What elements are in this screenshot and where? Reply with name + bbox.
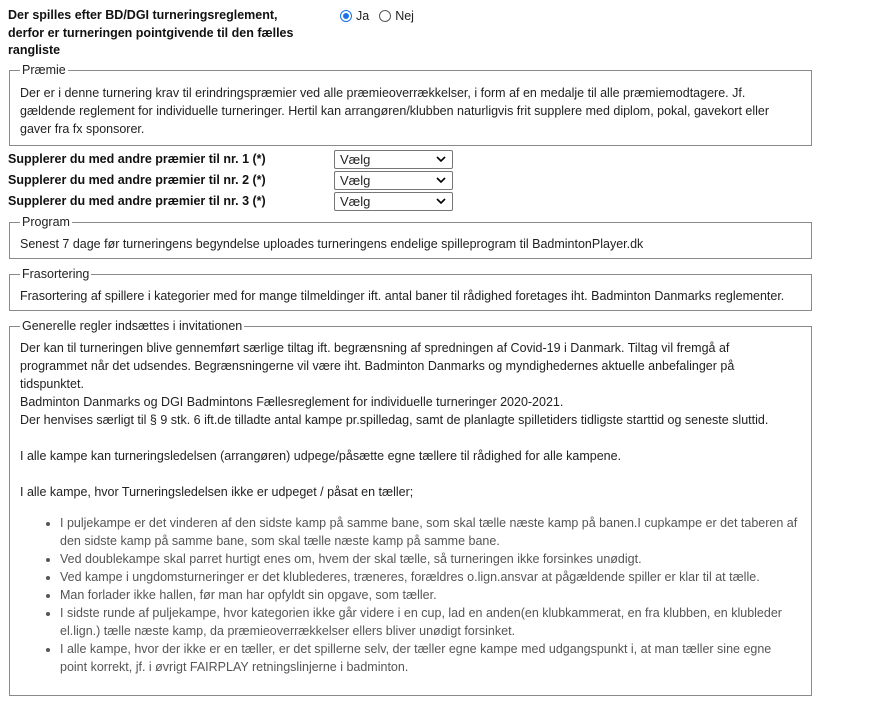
paragraph-9-text: Der henvises særligt til § 9 stk. 6 ift.de tilladte antal kampe pr.spilledag, samt de planlagte spilletiders tidligste starttid og seneste sluttid. [20,413,769,427]
ranking-radio-group [340,9,424,23]
chevron-down-icon [436,175,446,185]
supplement-1-value: Vælg [340,152,371,167]
generelle-fieldset [9,319,812,696]
covid-text: Der kan til turneringen blive gennemført særlige tiltag ift. begrænsning af spredningen af Covid-19 i Danmark. Tiltag vil fremgå af programmet når det udsendes. Begrænsningerne vil være iht. Badminton Danmarks og myndighedernes aktuelle anbefalinger på tidspunktet. [20,341,735,391]
praemie-fieldset [9,63,812,146]
taellere-text: I alle kampe kan turneringsledelsen (arrangøren) udpege/påsætte egne tællere til rådighed for alle kampene. [20,449,622,463]
list-item: • Man forlader ikke hallen, før man har opfyldt sin opgave, som tæller. [60,586,799,604]
frasortering-text: Frasortering af spillere i kategorier med for mange tilmeldinger ift. antal baner til rådighed foretages iht. Badminton Danmarks reglementer. [20,289,785,303]
supplement-3-label: Supplerer du med andre præmier til nr. 3 (*) [8,194,266,208]
program-text: Senest 7 dage før turneringens begyndelse uploades turneringens endelige spilleprogram til BadmintonPlayer.dk [20,237,644,251]
supplement-2-label: Supplerer du med andre præmier til nr. 2 (*) [8,173,266,187]
counter-rules-list [30,514,799,676]
supplement-1-label: Supplerer du med andre præmier til nr. 1 (*) [8,152,266,166]
radio-nej-label[interactable]: Nej [395,9,414,23]
program-fieldset [9,215,812,259]
faellesreglement-text: Badminton Danmarks og DGI Badmintons Fællesreglement for individuelle turneringer 2020-2021. [20,395,564,409]
ranking-question-label: Der spilles efter BD/DGI turneringsreglement, derfor er turneringen pointgivende til den fælles rangliste [8,8,294,57]
chevron-down-icon [436,196,446,206]
praemie-legend: Præmie [22,63,66,77]
supplement-2-select[interactable] [334,171,453,190]
program-legend: Program [22,215,70,229]
supplement-2-value: Vælg [340,173,371,188]
list-item: • I puljekampe er det vinderen af den sidste kamp på samme bane, som skal tælle næste kamp på banen.I cupkampe er det taberen af den sidste kamp på samme bane, som skal tælle næste kamp på samme bane. [60,514,799,550]
no-counter-intro-text: I alle kampe, hvor Turneringsledelsen ikke er udpeget / påsat en tæller; [20,485,414,499]
list-item: • I sidste runde af puljekampe, hvor kategorien ikke går videre i en cup, lad en anden(en klubkammerat, en fra klubben, en klubleder el.lign.) tælle næste kamp, da præmieoverrækkelser ellers bliver unødigt forsinket. [60,604,799,640]
radio-ja-label[interactable]: Ja [356,9,370,23]
praemie-text: Der er i denne turnering krav til erindringspræmier ved alle præmieoverrækkelser, i form af en medalje til alle præmiemodtagere. Jf. gældende reglement for individuelle turneringer. Hertil kan arrangøren/klubben naturligvis frit supplere med diplom, pokal, gavekort eller gaver fra fx sponsorer. [20,86,770,136]
chevron-down-icon [436,154,446,164]
supplement-3-select[interactable] [334,192,453,211]
supplement-3-value: Vælg [340,194,371,209]
supplement-1-select[interactable] [334,150,453,169]
frasortering-fieldset [9,267,812,311]
radio-ja[interactable] [340,10,352,22]
list-item: • Ved doublekampe skal parret hurtigt enes om, hvem der skal tælle, så turneringen ikke forsinkes unødigt. [60,550,799,568]
radio-nej[interactable] [379,10,391,22]
generelle-legend: Generelle regler indsættes i invitationen [22,319,243,333]
frasortering-legend: Frasortering [22,267,90,281]
list-item: • I alle kampe, hvor der ikke er en tæller, er det spillerne selv, der tæller egne kampe med udgangspunkt i, at man tæller sine egne point korrekt, jf. i øvrigt FAIRPLAY retningslinjerne i badminton. [60,640,799,676]
list-item: • Ved kampe i ungdomsturneringer er det klublederes, træneres, forældres o.lign.ansvar at pågældende spiller er klar til at tælle. [60,568,799,586]
